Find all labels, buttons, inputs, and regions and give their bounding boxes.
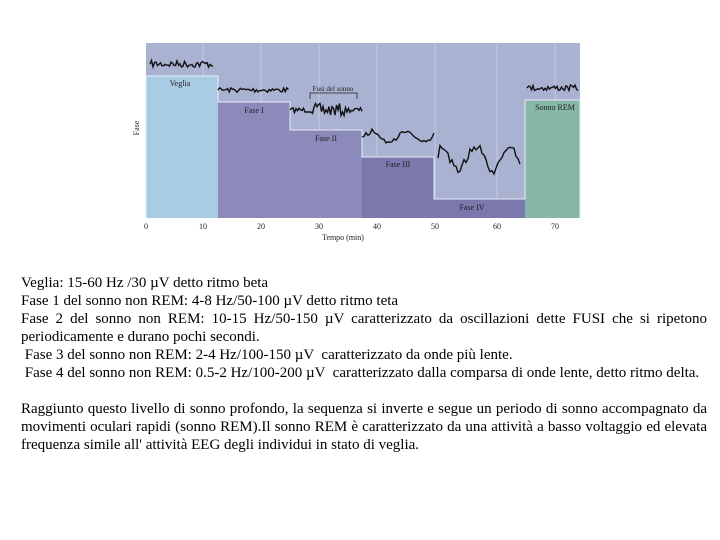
caption-line-stage4: Fase 4 del sonno non REM: 0.5-2 Hz/100-200 µV caratterizzato dalla comparsa di onde lente, detto ritmo delta. (21, 365, 700, 381)
stage-label-rem: Sonno REM (535, 103, 575, 112)
caption (21, 274, 711, 454)
x-axis-ticks (144, 222, 559, 231)
stage-label-stage1: Fase I (244, 106, 264, 115)
sleep-stages-figure (0, 0, 720, 250)
x-axis-label: Tempo (min) (322, 233, 364, 242)
x-tick-label: 60 (493, 222, 501, 231)
x-tick-label: 30 (315, 222, 323, 231)
stage-block-stage1 (218, 102, 290, 218)
stage-label-stage2: Fase II (315, 134, 337, 143)
stage-label-stage4: Fase IV (459, 203, 485, 212)
x-tick-label: 0 (144, 222, 148, 231)
caption-line-stage1: Fase 1 del sonno non REM: 4-8 Hz/50-100 µV detto ritmo teta (21, 293, 399, 309)
caption-line-wake: Veglia: 15-60 Hz /30 µV detto ritmo beta (21, 275, 269, 291)
x-tick-label: 10 (199, 222, 207, 231)
stage-label-stage3: Fase III (385, 160, 411, 169)
x-tick-label: 70 (551, 222, 559, 231)
x-tick-label: 20 (257, 222, 265, 231)
stage-block-wake (146, 76, 218, 218)
fusi-annotation: Fusi del sonno (312, 85, 354, 93)
stage-block-stage2 (290, 130, 362, 218)
x-tick-label: 50 (431, 222, 439, 231)
x-tick-label: 40 (373, 222, 381, 231)
caption-line-stage3: Fase 3 del sonno non REM: 2-4 Hz/100-150 µV caratterizzato da onde più lente. (21, 347, 513, 363)
caption-line-stage2: Fase 2 del sonno non REM: 10-15 Hz/50-150 µV caratterizzato da oscillazioni dette FUSI che si ripetono periodicamente e durano pochi secondi. (21, 311, 711, 345)
stage-label-wake: Veglia (169, 79, 191, 88)
y-axis-label: Fase (132, 120, 141, 136)
caption-paragraph-rem: Raggiunto questo livello di sonno profondo, la sequenza si inverte e segue un periodo di sonno accompagnato da movimenti oculari rapidi (sonno REM).Il sonno REM è caratterizzato da una attività a basso voltaggio ed elevata frequenza simile all' attività EEG degli individui in stato di veglia. (21, 401, 711, 453)
stage-block-rem (525, 100, 580, 218)
